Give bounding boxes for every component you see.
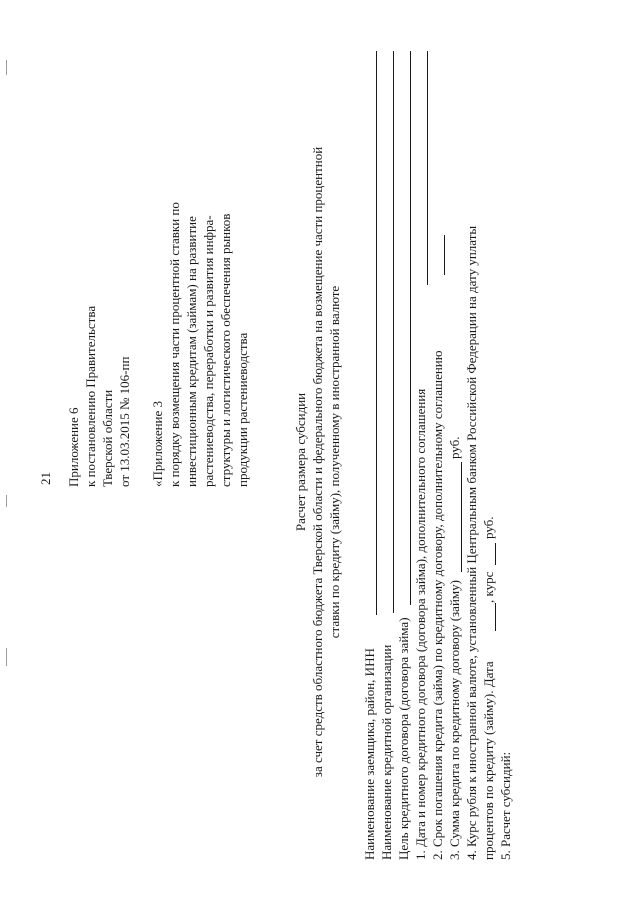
purpose-fill-line <box>410 51 411 605</box>
item-1-label: 1. Дата и номер кредитного договора (договора займа), дополнительного соглашения <box>413 388 428 860</box>
item-2-fill-line <box>444 235 445 275</box>
header-line: к постановлению Правительства <box>83 305 98 487</box>
header-line: Приложение 6 <box>66 407 81 487</box>
title-line: Расчет размера субсидии <box>293 392 308 532</box>
title-line: ставки по кредиту (займу), полученному в иностранной валюте <box>327 285 342 639</box>
header-line: Тверской области <box>100 389 115 487</box>
borrower-label: Наименование заемщика, район, ИНН <box>362 648 377 860</box>
item-4-label: 4. Курс рубля к иностранной валюте, установленный Центральным банком Российской Федерации на дату уплаты <box>464 225 479 860</box>
annex-line: растениеводства, переработки и развития инфра- <box>201 215 216 487</box>
borrower-fill-line <box>376 51 377 615</box>
item-2-label: 2. Срок погашения кредита (займа) по кредитному договору, дополнительному соглашению <box>430 350 445 860</box>
item-3-unit: руб. <box>447 436 462 459</box>
item-1-fill-line <box>427 51 428 285</box>
annex-line: структуры и логистического обеспечения рынков <box>218 213 233 487</box>
item-3-fill-line <box>461 462 462 572</box>
header-line: от 13.03.2015 № 106-пп <box>117 356 132 487</box>
title-line: за счет средств областного бюджета Тверской области и федерального бюджета на возмещение части процентной <box>310 146 325 778</box>
item-4-label-cont: процентов по кредиту (займу). Дата <box>481 661 496 860</box>
purpose-label: Цель кредитного договора (договора займа) <box>396 617 411 860</box>
bank-fill-line <box>393 51 394 613</box>
item-4-unit: руб. <box>481 516 496 539</box>
annex-line: продукции растениеводства <box>235 332 250 487</box>
annex-line: инвестиционным кредитам (займам) на развитие <box>184 216 199 487</box>
item-3-label: 3. Сумма кредита по кредитному договору (займу) <box>447 580 462 860</box>
annex-line: «Приложение 3 <box>150 400 165 487</box>
item-4-rate-label: , курс <box>481 571 496 603</box>
annex-line: к порядку возмещения части процентной ставки по <box>167 202 182 487</box>
page-number: 21 <box>38 472 53 485</box>
item-4-rate-line <box>495 543 496 565</box>
bank-label: Наименование кредитной организации <box>379 644 394 860</box>
item-4-date-line <box>495 603 496 631</box>
item-5-label: 5. Расчет субсидий: <box>498 751 513 860</box>
